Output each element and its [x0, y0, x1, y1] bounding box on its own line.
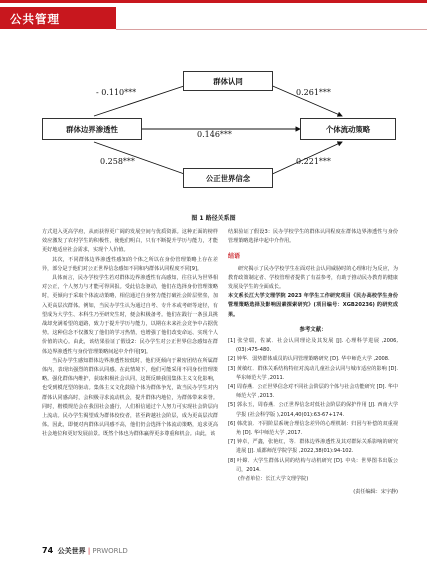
- paragraph: 其次，不同群体边界渗透性感知的个体之所以在身份管理策略上存在差异，部分是于他们对公正世界信念感知不同和内群体认同程度不同[9]。: [42, 256, 218, 272]
- path-diagram: [0, 0, 427, 220]
- references-title: 参考文献：: [299, 326, 327, 333]
- coef-left-bottom: 0.258***: [100, 157, 135, 166]
- reference-item: [3] 黄敏红．群体关系结构特征对流动儿童社会认同与城市适应的影响 [D]. 华东师范大学 ,2011.: [228, 365, 398, 381]
- paragraph: 方式进入更高学府，从而获得更广阔的发展空间与优质资源。这种正面的榜样效应激发了农村学生的积极性，使他们明白，只有不断提升学历与能力，才能更好地适应社会需求，实现个人价值。: [42, 229, 218, 254]
- node-just-world-belief: 公正世界信念: [183, 168, 273, 188]
- reference-item: [7] 钟卓，严鑫，张艳红，等．群体边界渗透性及其对群际关系影响的研究进展 [J]. 成都师范学院学报 ,2022,38(01):94-102.: [228, 439, 398, 455]
- footer-separator: |: [87, 547, 91, 555]
- editor-credit: (责任编辑：宋宇静): [353, 489, 398, 496]
- reference-item: [2] 钟华．弱势群体成员的认同管理策略研究 [D]. 华中师范大学 ,2008.: [228, 356, 390, 363]
- paragraph: 具体而言，民办学校学生若对群体边界渗透性有高感知，往往认为世界相对公正，个人努力与才能可得回报。受此信念驱动，他们在选择身份管理策略时，更倾向于采取个体流动策略，相信通过自身努力能打破社会阶层壁垒，加入更高层次群体。例如，当民办学生认为通过自考、专升本或考研等途径，有望成为大学生、本科生乃至研究生时，便会积极备考。他们在践行一条虽具挑战却充满希望的道路，致力于提升学历与能力，以期在未来社会竞争中占据优势。这种信念不仅激发了他们的学习热情，也增强了他们改变命运、实现个人价值的决心。由此，该结果验证了假设2：民办学生对公正世界信念感知在群体边界渗透性与身份管理策略间起中介作用[9]。: [42, 275, 218, 355]
- reference-item: [8] 叶嫦．大学生群体认同的结构与动机研究 [D]. 中央：世界图书出版公司，2014.: [228, 457, 398, 473]
- node-group-identification: 群体认同: [183, 71, 273, 91]
- section-title: 公共管理: [10, 12, 60, 26]
- page-number: 74: [42, 546, 54, 555]
- coef-bottom-right: 0.221***: [296, 157, 331, 166]
- page-footer: [42, 546, 128, 556]
- reference-item: [6] 韩冼浪．不同阶层系统合理信念差异的心理机制：归因与补偿的双重视角 [D]. 华中师范大学 ,2017.: [228, 420, 398, 437]
- paragraph: 当民办学生感知群体边界渗透性较低时，他们更倾向于紧密团结在所属群体内，表现出强烈的群体认同感。在此情境下，他们可能采用不同身份管理策略。强化群体内维护，获取积极社会认同，这既反映我国集体主义文化影响，也受到模范型的驱动。集体主义文化鼓励个体为群体争光，故当民办学生对内群体认同感高时，会积极寻求流动机会，提升群体内地位，为群体带来荣誉。同时，楷模规范会在我国社会盛行，人们相信通过个人努力可实现社会阶层向上流动。民办学生渴望成为群体佼佼者，甚至跨越社会阶层，成为更高层次群体。因此，即便对内群体认同感不高，他们仍会选择个体流动策略，追求更高社会地位和更好发展前景。既然个体也为群体赢得更多尊重和机会。由此，该: [42, 357, 218, 438]
- figure-caption: 图 1 路径关系图: [191, 215, 236, 222]
- reference-item: [5] 郭永玉，周春燕．公正世界信念对低社会阶层的保护作用 [J]. 西南大学学报 (社会科学版 ),2014,40(01):63-67+174.: [228, 402, 398, 418]
- paragraph: 研究揭示了民办学校学生在面对社会认同威胁时的心理和行为反应，为教育政策制定者、学校管理者提供了有益参考，有助于推动民办教育的健康发展及学生的全面成长。: [228, 265, 398, 291]
- coef-left-top: - 0.110***: [96, 88, 137, 97]
- author-affiliation: (作者单位：长江大学文理学院): [238, 476, 309, 483]
- node-individual-mobility-strategy: 个体流动策略: [300, 118, 396, 140]
- coef-top-right: 0.261***: [296, 88, 331, 97]
- reference-item: [4] 周春燕．公正世界信念对不同社会阶层的个体与社会功能研究 [D]. 华中师范大学 ,2013.: [228, 384, 398, 400]
- left-column: [42, 228, 218, 440]
- coef-left-right: 0.146***: [197, 130, 232, 139]
- paragraph: 结果验证了假设3：民办学校学生的群体认同程度在群体边界渗透性与身份管理策略选择中起中介作用。: [228, 229, 398, 245]
- section-heading-conclusion: 结语: [228, 253, 241, 261]
- reference-item: [1] 张莹瑞，佐斌．社会认同理论及其发展 [J]. 心理科学进展 ,2006,(03):475-480.: [228, 338, 398, 354]
- magazine-name: 公关世界: [57, 547, 86, 555]
- node-group-boundary-permeability: 群体边界渗透性: [42, 118, 142, 140]
- funding-note: 本文系长江大学文理学院 2023 年学生工作研究项目《民办高校学生身份管理策略选择及影响因素探索研究》(项目编号：XGB20236) 的研究成果。: [228, 293, 398, 318]
- right-column: [228, 228, 398, 497]
- magazine-english-name: PRWORLD: [92, 547, 128, 555]
